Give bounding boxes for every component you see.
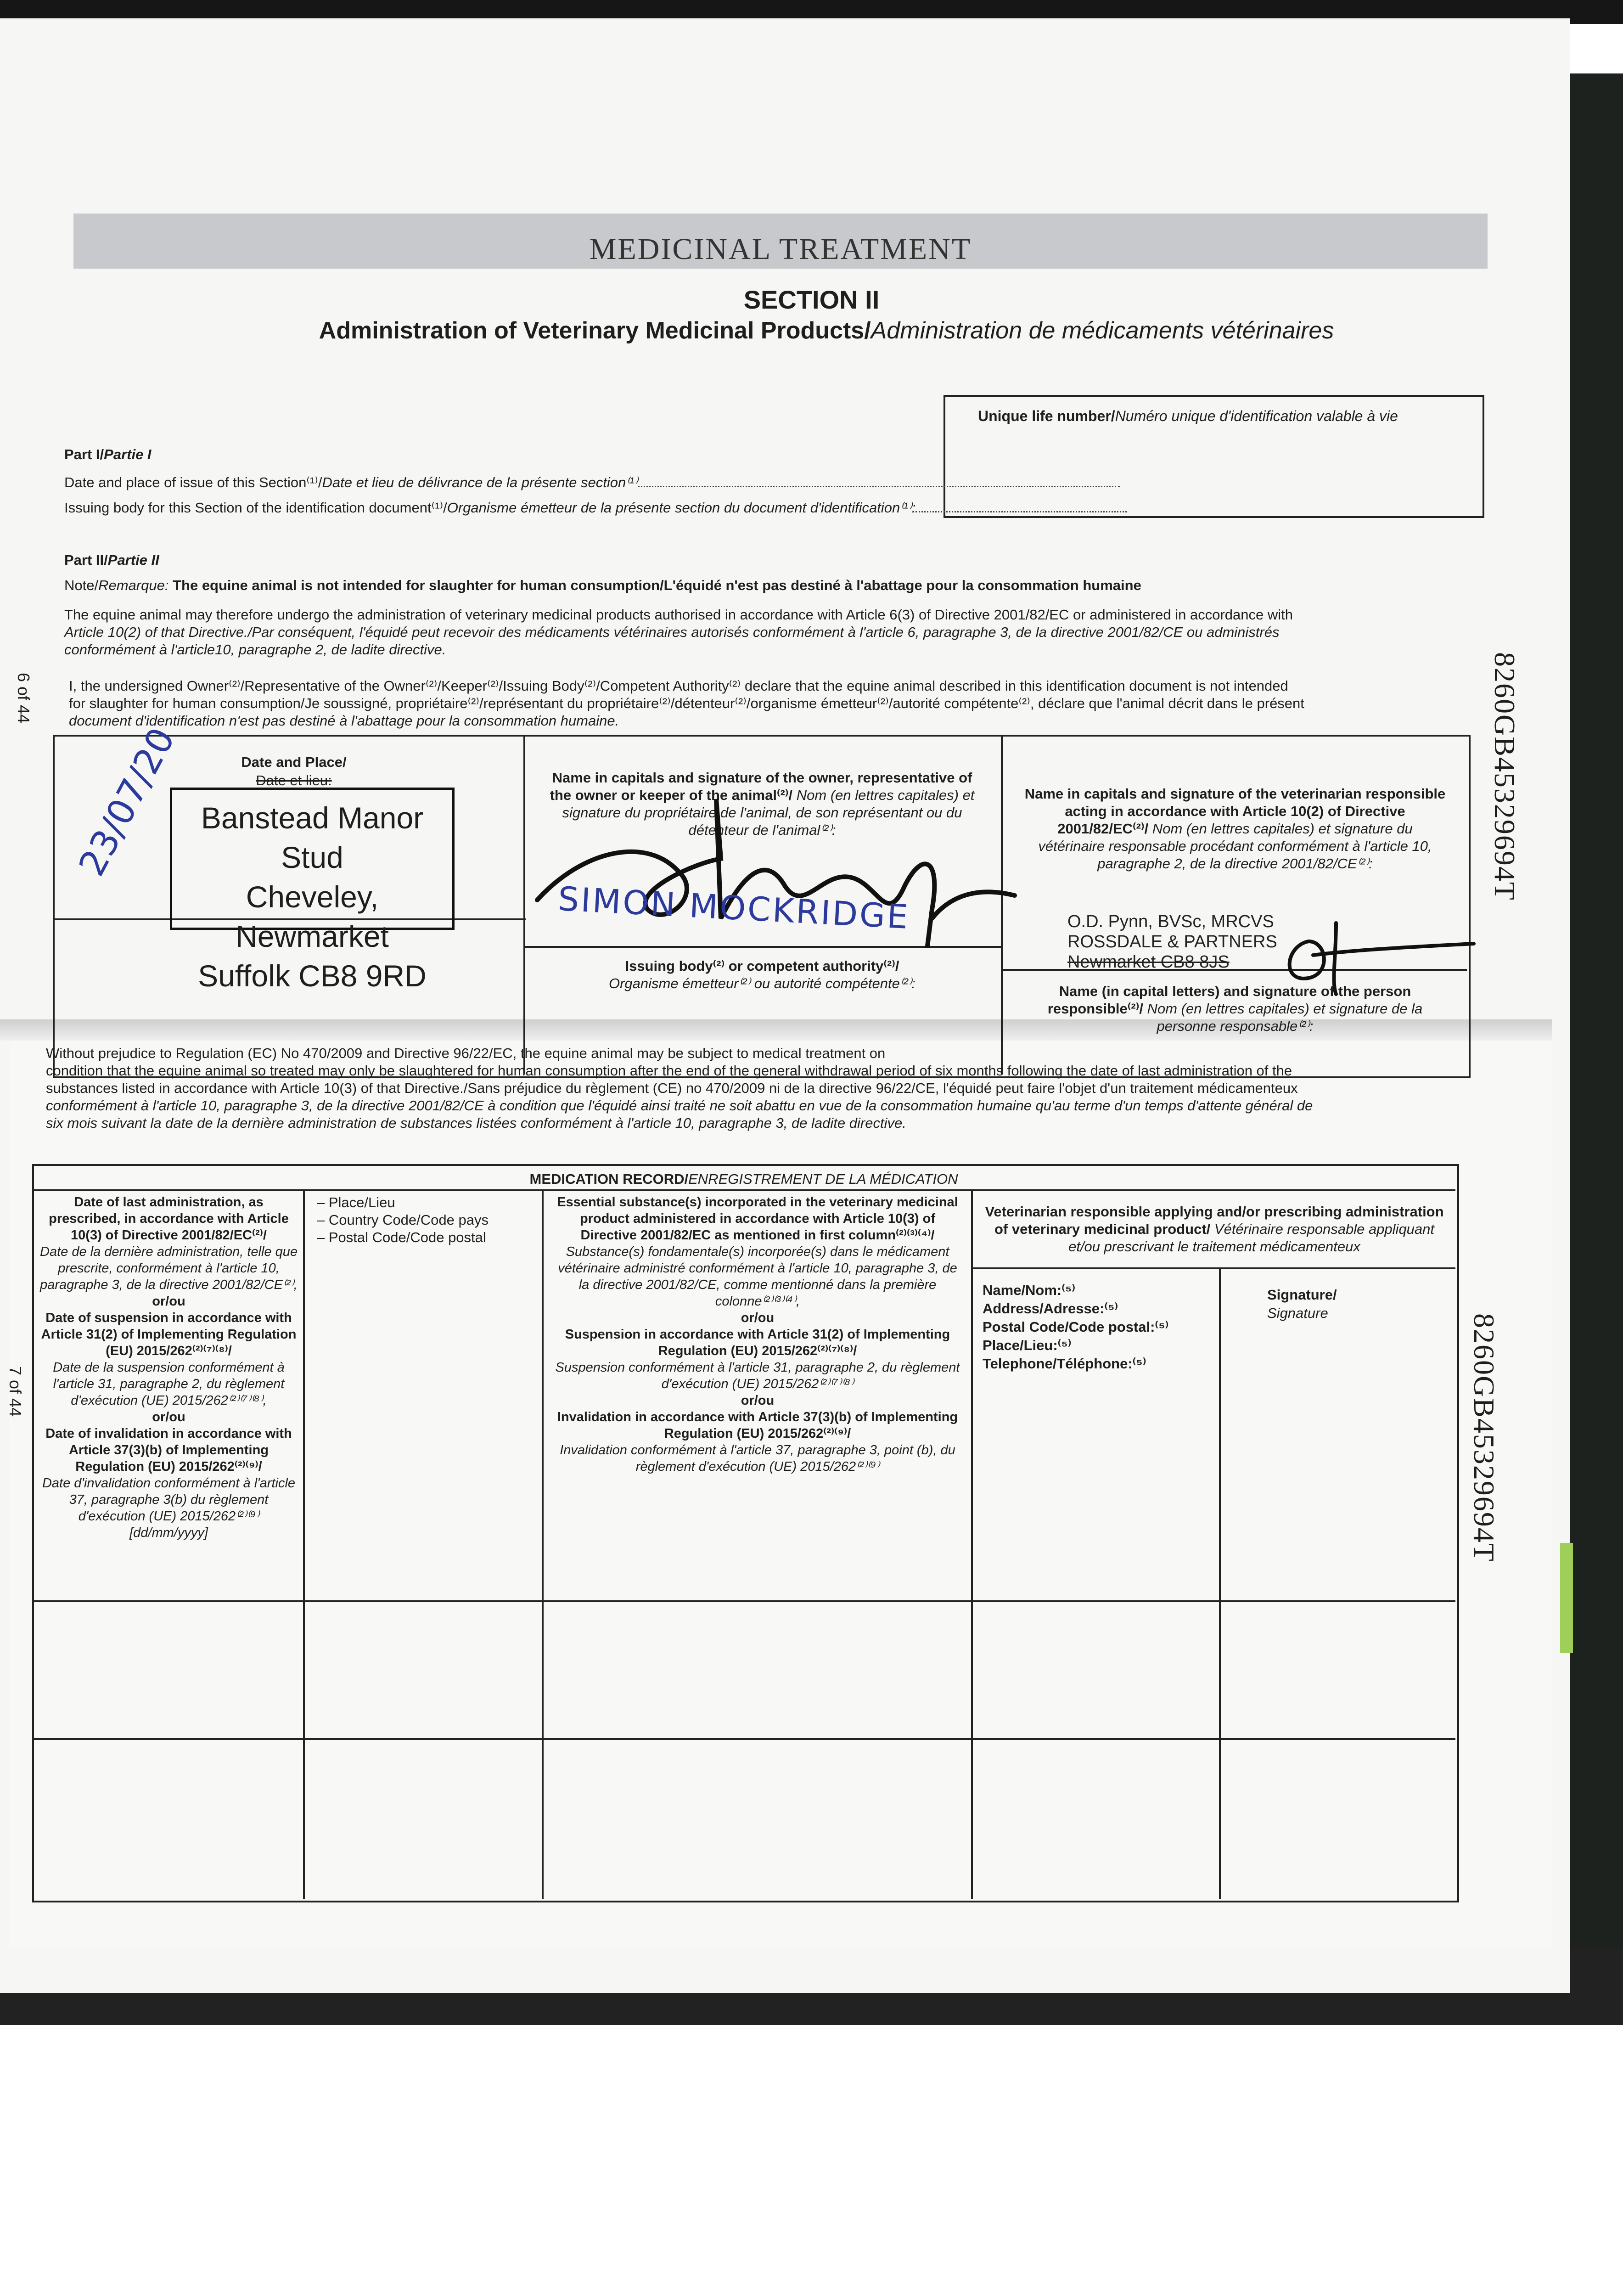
vet-stamp-line-2: ROSSDALE & PARTNERS — [1067, 932, 1277, 951]
unique-life-number-label: Unique life number/Numéro unique d'identification valable à vie — [978, 408, 1398, 424]
prejudice-line4: conformément à l'article 10, paragraphe 3, de la directive 2001/82/CE à condition que l'équidé ainsi traité ne soit abattu en vue de la consommation humaine qu'au terme d'un temps d'attente général de — [46, 1097, 1313, 1114]
record-col2-header — [317, 1194, 537, 1246]
col1-line-2: or/ou — [152, 1294, 185, 1309]
page-number-bottom: 7 of 44 — [6, 1366, 25, 1417]
record-col3-header — [551, 1194, 964, 1475]
declaration-line3: document d'identification n'est pas destiné à l'abattage pour la consommation humaine. — [69, 713, 619, 729]
col3-line-2: or/ou — [741, 1311, 775, 1325]
col1-line-0: Date of last administration, as prescribed, in accordance with Article 10(3) of Directive 2001/82/EC⁽²⁾/ — [49, 1195, 289, 1243]
part1-heading: Part I/Partie I — [64, 446, 152, 462]
part1-issue-date-line: Date and place of issue of this Section⁽¹⁾/Date et lieu de délivrance de la présente section⁽¹⁾ — [64, 473, 1212, 492]
col2-postal-code: – Postal Code/Code postal — [317, 1229, 486, 1245]
col1-line-1: Date de la dernière administration, telle que prescrite, conformément à l'article 10, paragraphe 3, de la directive 2001/82/CE⁽²⁾, — [40, 1244, 298, 1292]
record-col-divider-3 — [971, 1189, 973, 1899]
prejudice-line5: six mois suivant la date de la dernière administration de substances listées conformément à l'article 10, paragraphe 3, de ladite directive. — [46, 1115, 906, 1131]
page-number-top: 6 of 44 — [14, 673, 33, 724]
part2-para-line2: Article 10(2) of that Directive./Par conséquent, l'équidé peut recevoir des médicaments vétérinaires autorisés conformément à l'article 6, paragraphe 3, de la directive 2001/82/CE ou administrés — [64, 624, 1280, 640]
section-title: SECTION II — [743, 285, 880, 314]
record-vet-fields — [983, 1281, 1212, 1373]
record-col-divider-2 — [542, 1189, 544, 1899]
record-row-divider-2 — [32, 1738, 1455, 1740]
owner-signature-svg — [528, 781, 1024, 974]
vet-postal-label: Postal Code/Code postal:⁽⁵⁾ — [983, 1319, 1169, 1335]
owner-name-handwritten: SIMON MOCKRIDGE — [557, 879, 911, 937]
record-row-divider-1 — [32, 1600, 1455, 1602]
vet-signature-header: Name in capitals and signature of the veterinarian responsible acting in accordance with Article 10(2) of Directive 2001/82/EC⁽²⁾/ Nom (en lettres capitales) et signature du vétérinaire responsable procédant conformément à l'article 10, paragraphe 2, de la directive 2001/82/CE⁽²⁾: — [1024, 786, 1446, 872]
identification-number-bottom: 8260GB45329694T — [1468, 1313, 1500, 1562]
record-vet-header: Veterinarian responsible applying and/or prescribing administration of veterinary medicinal product/ Vétérinaire responsable appliquant et/ou prescrivant le traitement médicamenteux — [985, 1204, 1444, 1255]
issuing-body-label: Issuing body⁽²⁾ or competent authority⁽²⁾/ Organisme émetteur⁽²⁾ ou autorité compétente⁽²⁾: — [609, 958, 915, 991]
declaration-text — [69, 677, 1460, 730]
part2-para-line3: conformément à l'article10, paragraphe 2, de ladite directive. — [64, 642, 446, 658]
declaration-line1: I, the undersigned Owner⁽²⁾/Representative of the Owner⁽²⁾/Keeper⁽²⁾/Issuing Body⁽²⁾/Competent Authority⁽²⁾ declare that the equine animal described in this identification document is not intended — [69, 678, 1288, 694]
part2-note: Note/Remarque: The equine animal is not intended for slaughter for human consumption/L'équidé n'est pas destiné à l'abattage pour la consommation humaine — [64, 577, 1141, 593]
prejudice-line2: condition that the equine animal so treated may only be slaughtered for human consumption after the end of the general withdrawal period of six months following the date of last administration of the — [46, 1063, 1292, 1079]
part2-heading: Part II/Partie II — [64, 552, 159, 568]
vet-phone-label: Telephone/Téléphone:⁽⁵⁾ — [983, 1356, 1146, 1372]
col3-line-6: Invalidation in accordance with Article 37(3)(b) of Implementing Regulation (EU) 2015/262⁽²⁾⁽⁹⁾/ — [557, 1410, 958, 1441]
vet-stamp — [1067, 912, 1277, 972]
section-subtitle: Administration of Veterinary Medicinal Products/Administration de médicaments vétérinaires — [319, 317, 1334, 344]
part2-paragraph — [64, 606, 1488, 658]
stamp-line-3: Suffolk CB8 9RD — [198, 959, 427, 993]
prejudice-line3: substances listed in accordance with Article 10(3) of that Directive./Sans préjudice du règlement (CE) no 470/2009 ni de la directive 96/22/CE, l'équidé peut faire l'objet d'un traitement médicamenteux — [46, 1080, 1298, 1096]
col1-line-6: Date of invalidation in accordance with Article 37(3)(b) of Implementing Regulation (EU) 2015/262⁽²⁾⁽⁹⁾/ — [45, 1426, 292, 1474]
prejudice-paragraph — [46, 1045, 1469, 1132]
col3-line-7: Invalidation conformément à l'article 37, paragraphe 3, point (b), du règlement d'exécution (UE) 2015/262⁽²⁾⁽⁹⁾ — [560, 1443, 955, 1474]
vet-stamp-line-1: O.D. Pynn, BVSc, MRCVS — [1067, 912, 1274, 931]
declaration-line2: for slaughter for human consumption/Je soussigné, propriétaire⁽²⁾/représentant du propriétaire⁽²⁾/détenteur⁽²⁾/organisme émetteur⁽²⁾/autorité compétente⁽²⁾, déclare que l'animal décrit dans le présent — [69, 695, 1304, 711]
col3-line-0: Essential substance(s) incorporated in the veterinary medicinal product administered in accordance with Article 10(3) of Directive 2001/82/EC as mentioned in first column⁽²⁾⁽³⁾⁽⁴⁾/ — [557, 1195, 958, 1243]
col1-line-7: Date d'invalidation conformément à l'article 37, paragraphe 3(b) du règlement d'exécution (UE) 2015/262⁽²⁾⁽⁹⁾ — [42, 1476, 296, 1524]
col1-line-5: or/ou — [152, 1410, 185, 1424]
record-col-divider-4 — [1219, 1267, 1221, 1899]
record-col-divider-1 — [303, 1189, 305, 1899]
identification-number-top: 8260GB45329694T — [1488, 652, 1521, 901]
record-title-divider — [32, 1189, 1455, 1191]
stamp-line-2: Cheveley, Newmarket — [236, 880, 389, 953]
declaration-divider-1 — [523, 735, 525, 1075]
banner-title: MEDICINAL TREATMENT — [589, 232, 972, 266]
vet-address-label: Address/Adresse:⁽⁵⁾ — [983, 1300, 1118, 1317]
stamp-line-1: Banstead Manor Stud — [201, 801, 424, 874]
col1-line-8: [dd/mm/yyyy] — [129, 1525, 208, 1540]
date-place-header: Date and Place/ Date et lieu: — [241, 754, 347, 788]
responsible-person-label: Name (in capital letters) and signature of the person responsible⁽²⁾/ Nom (en lettres capitales) et signature de la personne responsable⁽²⁾: — [1047, 983, 1423, 1034]
col2-country-code: – Country Code/Code pays — [317, 1212, 489, 1228]
record-vet-header-divider — [971, 1267, 1455, 1269]
medication-record-title: MEDICATION RECORD/ENREGISTREMENT DE LA MÉDICATION — [529, 1171, 958, 1187]
col3-line-1: Substance(s) fondamentale(s) incorporée(s) dans le médicament vétérinaire administré conformément à l'article 10, paragraphe 3, de la directive 2001/82/CE, comme mentionné dans la première colonne⁽²⁾⁽³⁾⁽⁴⁾, — [558, 1244, 957, 1309]
green-tab — [1560, 1543, 1573, 1653]
vet-stamp-line-3: Newmarket CB8 8JS — [1067, 952, 1230, 972]
col1-line-4: Date de la suspension conformément à l'article 31, paragraphe 2, du règlement d'exécution (UE) 2015/262⁽²⁾⁽⁷⁾⁽⁸⁾, — [53, 1360, 285, 1408]
record-signature-label: Signature/ Signature — [1267, 1287, 1337, 1321]
part1-issuing-body-line: Issuing body for this Section of the identification document⁽¹⁾/Organisme émetteur de la présente section du document d'identification⁽¹⁾: — [64, 498, 1304, 517]
col3-line-5: or/ou — [741, 1393, 775, 1408]
handwritten-date: 23/07/20 — [71, 721, 183, 883]
col3-line-4: Suspension conformément à l'article 31, paragraphe 2, du règlement d'exécution (UE) 2015/262⁽²⁾⁽⁷⁾⁽⁸⁾ — [555, 1360, 960, 1391]
owner-signature-header: Name in capitals and signature of the owner, representative of the owner or keeper of the animal⁽²⁾/ Nom (en lettres capitales) et signature du propriétaire de l'animal, de son représentant ou du détenteur de l'animal⁽²⁾: — [550, 770, 975, 838]
stud-address-stamp — [170, 788, 455, 993]
prejudice-line1: Without prejudice to Regulation (EC) No 470/2009 and Directive 96/22/EC, the equine animal may be subject to medical treatment on — [46, 1045, 886, 1061]
vet-place-label: Place/Lieu:⁽⁵⁾ — [983, 1337, 1072, 1353]
col3-line-3: Suspension in accordance with Article 31(2) of Implementing Regulation (EU) 2015/262⁽²⁾⁽⁷⁾⁽⁸⁾/ — [565, 1327, 950, 1358]
vet-name-label: Name/Nom:⁽⁵⁾ — [983, 1282, 1076, 1298]
record-col1-header — [37, 1194, 301, 1541]
col2-place: – Place/Lieu — [317, 1194, 395, 1210]
col1-line-3: Date of suspension in accordance with Article 31(2) of Implementing Regulation (EU) 2015/262⁽²⁾⁽⁷⁾⁽⁸⁾/ — [41, 1311, 297, 1358]
part2-para-line1: The equine animal may therefore undergo the administration of veterinary medicinal products authorised in accordance with Article 6(3) of Directive 2001/82/EC or administered in accordance with — [64, 607, 1293, 623]
